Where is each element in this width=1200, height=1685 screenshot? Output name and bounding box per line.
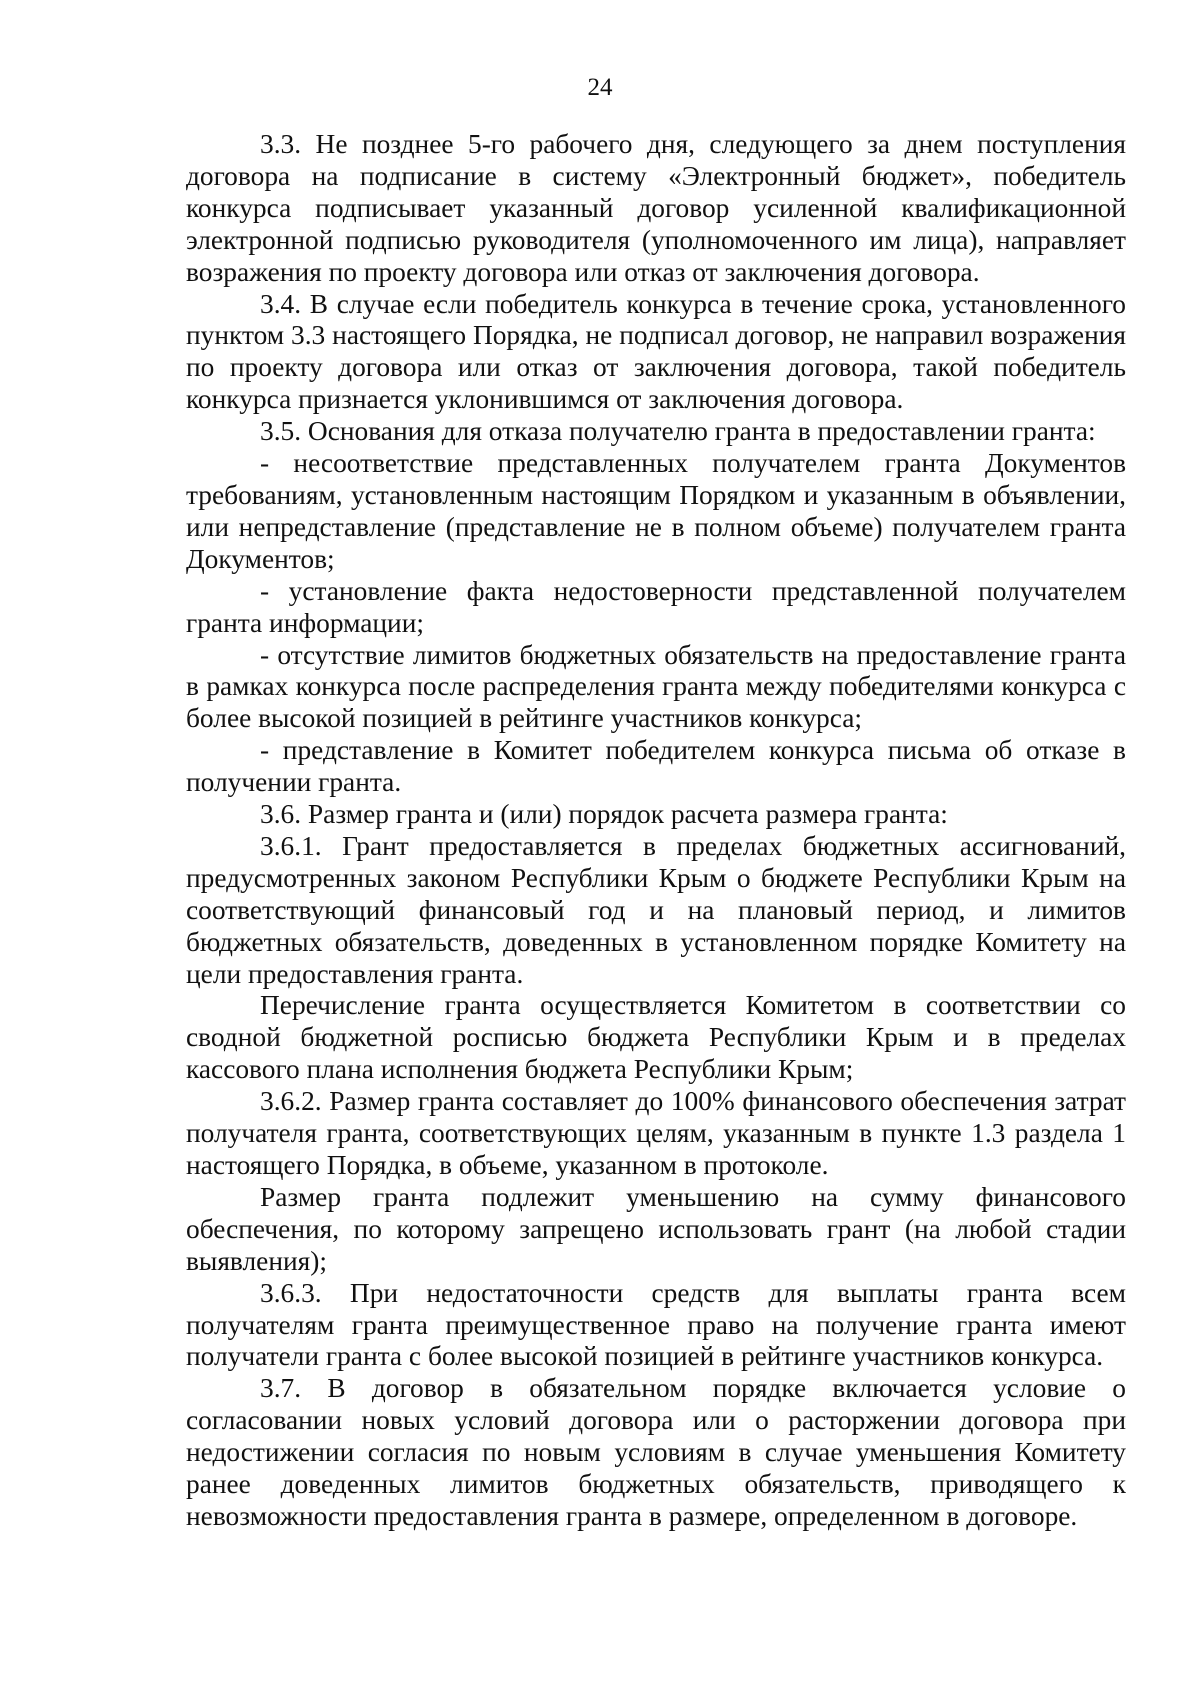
paragraph-3-4: 3.4. В случае если победитель конкурса в течение срока, установленного пунктом 3.3 настоящего Порядка, не подписал договор, не направил возражения по проекту договора или отказ от заключения договора, такой победитель конкурса признается уклонившимся от заключения договора.: [186, 288, 1126, 415]
paragraph-3-5: 3.5. Основания для отказа получателю гранта в предоставлении гранта:: [260, 416, 1096, 447]
page-number: 24: [587, 74, 613, 101]
paragraph-3-6-3: 3.6.3. При недостаточности средств для выплаты гранта всем получателям гранта преимущественное право на получение гранта имеют получатели гранта с более высокой позицией в рейтинге участников конкурса.: [186, 1277, 1126, 1372]
refusal-reason-item: - установление факта недостоверности представленной получателем гранта информации;: [186, 575, 1126, 638]
paragraph-3-3: 3.3. Не позднее 5-го рабочего дня, следующего за днем поступления договора на подписание в систему «Электронный бюджет», победитель конкурса подписывает указанный договор усиленной квалификационной электронной подписью руководителя (уполномоченного им лица), направляет возражения по проекту договора или отказ от заключения договора.: [186, 129, 1126, 287]
refusal-reason-item: - представление в Комитет победителем конкурса письма об отказе в получении гранта.: [186, 735, 1126, 798]
paragraph-3-7: 3.7. В договор в обязательном порядке включается условие о согласовании новых условий договора или о расторжении договора при недостижении согласия по новым условиям в случае уменьшения Комитету ранее доведенных лимитов бюджетных обязательств, приводящего к невозможности предоставления гранта в размере, определенном в договоре.: [186, 1373, 1126, 1531]
refusal-reason-item: - отсутствие лимитов бюджетных обязательств на предоставление гранта в рамках конкурса после распределения гранта между победителями конкурса с более высокой позицией в рейтинге участников конкурса;: [186, 639, 1126, 734]
document-body: [186, 129, 1126, 1533]
paragraph-3-6: 3.6. Размер гранта и (или) порядок расчета размера гранта:: [260, 799, 948, 830]
paragraph-3-6-2: 3.6.2. Размер гранта составляет до 100% финансового обеспечения затрат получателя гранта, соответствующих целям, указанным в пункте 1.3 раздела 1 настоящего Порядка, в объеме, указанном в протоколе.: [186, 1086, 1126, 1180]
refusal-reason-item: - несоответствие представленных получателем гранта Документов требованиям, установленным настоящим Порядком и указанным в объявлении, или непредставление (представление не в полном объеме) получателем гранта Документов;: [186, 448, 1126, 574]
paragraph-grant-reduction: Размер гранта подлежит уменьшению на сумму финансового обеспечения, по которому запрещено использовать грант (на любой стадии выявления);: [186, 1181, 1126, 1276]
paragraph-transfer: Перечисление гранта осуществляется Комитетом в соответствии со сводной бюджетной росписью бюджета Республики Крым и в пределах кассового плана исполнения бюджета Республики Крым;: [186, 990, 1126, 1085]
paragraph-3-6-1: 3.6.1. Грант предоставляется в пределах бюджетных ассигнований, предусмотренных законом Республики Крым о бюджете Республики Крым на соответствующий финансовый год и на плановый период, и лимитов бюджетных обязательств, доведенных в установленном порядке Комитету на цели предоставления гранта.: [186, 830, 1126, 989]
